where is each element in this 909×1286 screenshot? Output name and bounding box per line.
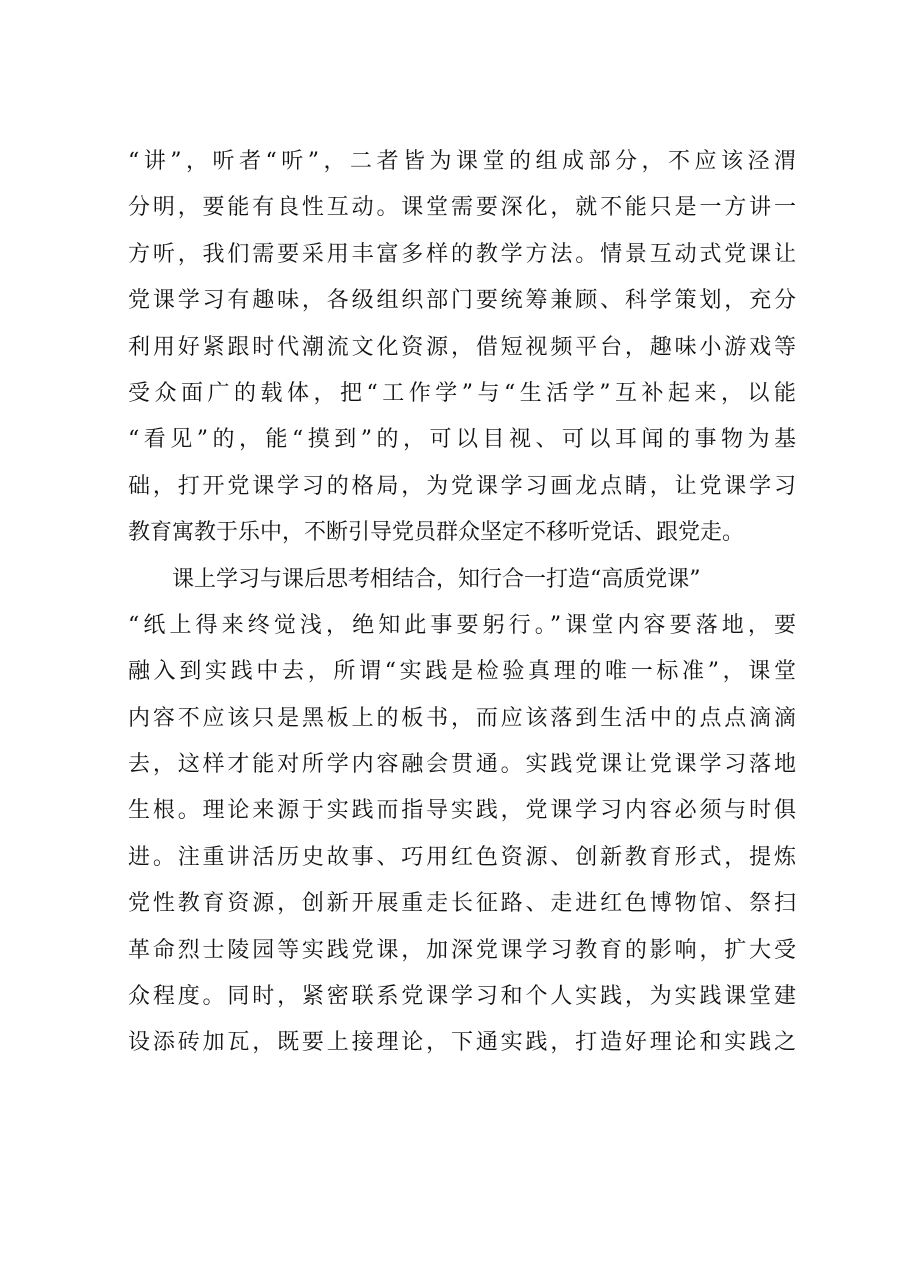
paragraph-line: 础，打开党课学习的格局，为党课学习画龙点睛，让党课学习 (128, 473, 796, 499)
paragraph-line: 众程度。同时，紧密联系党课学习和个人实践，为实践课堂建 (128, 984, 796, 1010)
paragraph-line: 利用好紧跟时代潮流文化资源，借短视频平台，趣味小游戏等 (128, 334, 796, 360)
paragraph-line: 方听，我们需要采用丰富多样的教学方法。情景互动式党课让 (128, 241, 796, 267)
body-text (128, 139, 796, 1067)
section-heading-line: 课上学习与课后思考相结合，知行合一打造“高质党课” (172, 566, 701, 592)
paragraph-line: 革命烈士陵园等实践党课，加深党课学习教育的影响，扩大受 (128, 937, 796, 963)
paragraph-line: “讲”，听者“听”，二者皆为课堂的组成部分，不应该泾渭 (128, 149, 796, 174)
paragraph-line: 分明，要能有良性互动。课堂需要深化，就不能只是一方讲一 (128, 195, 796, 221)
paragraph-line: 生根。理论来源于实践而指导实践，党课学习内容必须与时俱 (128, 798, 796, 824)
paragraph-line: 党性教育资源，创新开展重走长征路、走进红色博物馆、祭扫 (128, 891, 796, 917)
paragraph-line: “纸上得来终觉浅，绝知此事要躬行。”课堂内容要落地，要 (128, 612, 796, 638)
paragraph-line: 内容不应该只是黑板上的板书，而应该落到生活中的点点滴滴 (128, 705, 796, 731)
paragraph-line: 融入到实践中去，所谓“实践是检验真理的唯一标准”，课堂 (128, 659, 796, 685)
paragraph-line: 受众面广的载体，把“工作学”与“生活学”互补起来，以能 (128, 380, 796, 406)
paragraph-line: 教育寓教于乐中，不断引导党员群众坚定不移听党话、跟党走。 (128, 520, 745, 546)
paragraph-line: 设添砖加瓦，既要上接理论，下通实践，打造好理论和实践之 (128, 1030, 796, 1056)
paragraph-line: 去，这样才能对所学内容融会贯通。实践党课让党课学习落地 (128, 752, 796, 778)
paragraph-line: 进。注重讲活历史故事、巧用红色资源、创新教育形式，提炼 (128, 844, 796, 870)
paragraph-line: “看见”的，能“摸到”的，可以目视、可以耳闻的事物为基 (128, 427, 796, 453)
paragraph-line: 党课学习有趣味，各级组织部门要统筹兼顾、科学策划，充分 (128, 288, 796, 314)
